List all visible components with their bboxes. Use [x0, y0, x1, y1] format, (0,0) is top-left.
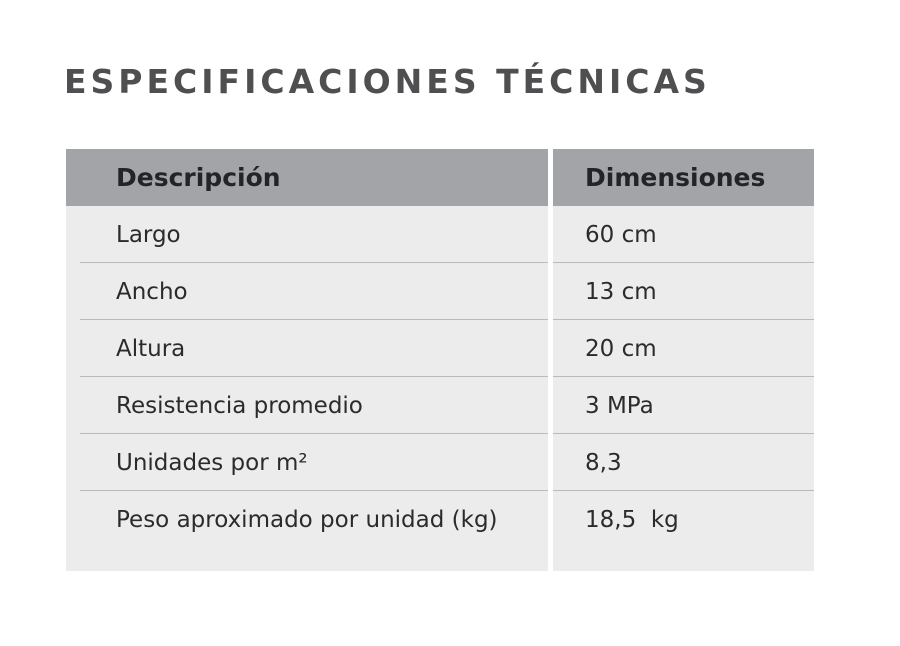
- row-description: Largo: [66, 206, 548, 263]
- table-row: [66, 377, 814, 434]
- header-description: Descripción: [66, 149, 548, 206]
- table-row: [66, 320, 814, 377]
- row-value: 8,3: [553, 434, 814, 491]
- row-description: Resistencia promedio: [66, 377, 548, 434]
- row-value: 60 cm: [553, 206, 814, 263]
- row-value: 3 MPa: [553, 377, 814, 434]
- table-row: [66, 206, 814, 263]
- row-description: Altura: [66, 320, 548, 377]
- page-title: ESPECIFICACIONES TÉCNICAS: [64, 62, 711, 101]
- specifications-table: [66, 149, 814, 571]
- row-description: Peso aproximado por unidad (kg): [66, 491, 548, 571]
- row-description: Unidades por m²: [66, 434, 548, 491]
- table-row: [66, 434, 814, 491]
- header-dimensions: Dimensiones: [553, 149, 814, 206]
- row-description: Ancho: [66, 263, 548, 320]
- table-row: [66, 263, 814, 320]
- row-value: 20 cm: [553, 320, 814, 377]
- table-row: [66, 491, 814, 571]
- table-header-row: [66, 149, 814, 206]
- row-value: 13 cm: [553, 263, 814, 320]
- row-value: 18,5 kg: [553, 491, 814, 571]
